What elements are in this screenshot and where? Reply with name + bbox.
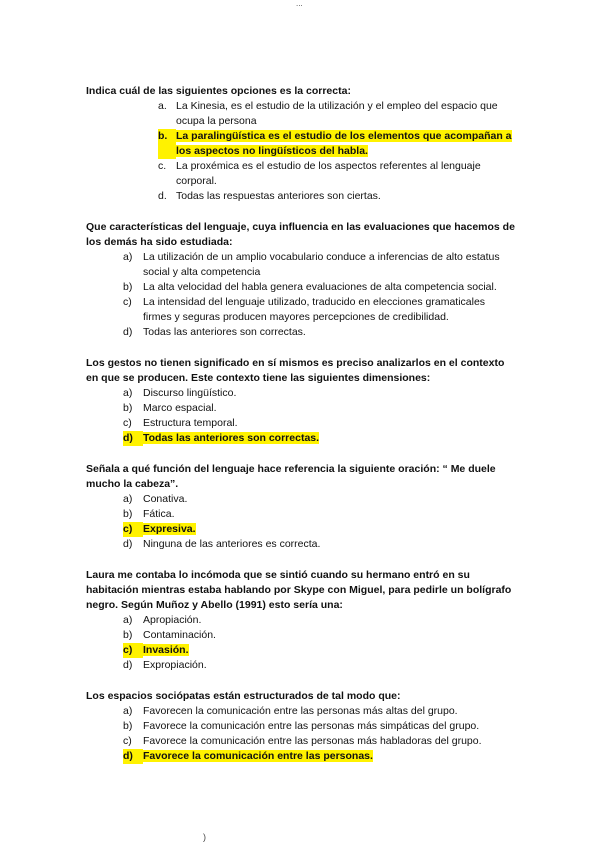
- question-text: Los gestos no tienen significado en sí mismos es preciso analizarlos en el contexto en que se producen. Este contexto tiene las siguientes dimensiones:: [86, 357, 505, 384]
- question-text: Los espacios sociópatas están estructurados de tal modo que:: [86, 690, 401, 702]
- option-b: [86, 401, 516, 416]
- option-text: Expropiación.: [143, 659, 207, 671]
- question-2: [86, 220, 516, 340]
- answer-options: [86, 704, 516, 764]
- option-text: Ninguna de las anteriores es correcta.: [143, 538, 321, 550]
- option-letter: a): [123, 705, 133, 717]
- option-b-highlighted: [86, 129, 516, 159]
- option-letter: c): [123, 643, 143, 658]
- option-text: Discurso lingüístico.: [143, 387, 237, 399]
- answer-options: [86, 386, 516, 446]
- page-footer-mark: ): [203, 832, 206, 842]
- option-letter: d): [123, 749, 143, 764]
- option-text: Favorecen la comunicación entre las personas más altas del grupo.: [143, 705, 458, 717]
- option-d: [86, 658, 516, 673]
- page-header-mark: ...: [296, 0, 303, 8]
- option-b: [86, 280, 516, 295]
- question-3: [86, 356, 516, 446]
- option-text: La paralingüística es el estudio de los elementos que acompañan a los aspectos no lingüísticos del habla.: [176, 130, 512, 157]
- option-letter: a.: [158, 100, 167, 112]
- option-text: Favorece la comunicación entre las personas más habladoras del grupo.: [143, 735, 482, 747]
- option-letter: a): [123, 493, 133, 505]
- option-text: Fática.: [143, 508, 175, 520]
- option-a: [86, 704, 516, 719]
- option-c: [86, 416, 516, 431]
- option-text: La Kinesia, es el estudio de la utilización y el empleo del espacio que ocupa la persona: [176, 100, 498, 127]
- option-text: Marco espacial.: [143, 402, 217, 414]
- option-text: Contaminación.: [143, 629, 216, 641]
- exam-document: [86, 84, 516, 780]
- option-b: [86, 719, 516, 734]
- option-text: Invasión.: [143, 644, 189, 656]
- option-a: [86, 386, 516, 401]
- option-d: [86, 537, 516, 552]
- question-1: [86, 84, 516, 204]
- answer-options: [86, 613, 516, 673]
- option-text: Favorece la comunicación entre las personas más simpáticas del grupo.: [143, 720, 480, 732]
- option-a: [86, 250, 516, 280]
- option-letter: d.: [158, 190, 167, 202]
- option-letter: d): [123, 326, 133, 338]
- option-text: Todas las anteriores son correctas.: [143, 432, 320, 444]
- option-letter: d): [123, 659, 133, 671]
- option-text: Todas las anteriores son correctas.: [143, 326, 306, 338]
- answer-options: [86, 492, 516, 552]
- option-letter: d): [123, 538, 133, 550]
- question-6: [86, 689, 516, 764]
- option-text: La utilización de un amplio vocabulario conduce a inferencias de alto estatus social y alta competencia: [143, 251, 500, 278]
- option-d: [86, 325, 516, 340]
- option-c: [86, 159, 516, 189]
- question-text: Indica cuál de las siguientes opciones es la correcta:: [86, 85, 351, 97]
- option-letter: b): [123, 629, 133, 641]
- option-c-highlighted: [86, 522, 516, 537]
- option-text: Conativa.: [143, 493, 188, 505]
- option-text: Apropiación.: [143, 614, 202, 626]
- option-b: [86, 507, 516, 522]
- option-text: La intensidad del lenguaje utilizado, traducido en elecciones gramaticales firmes y seguras producen mayores percepciones de credibilidad.: [143, 296, 486, 323]
- question-text: Señala a qué función del lenguaje hace referencia la siguiente oración: “ Me duele mucho la cabeza”.: [86, 463, 496, 490]
- option-d-highlighted: [86, 749, 516, 764]
- question-4: [86, 462, 516, 552]
- option-text: Todas las respuestas anteriores son ciertas.: [176, 190, 381, 202]
- option-letter: b): [123, 402, 133, 414]
- option-letter: a): [123, 614, 133, 626]
- option-letter: c): [123, 735, 132, 747]
- option-c-highlighted: [86, 643, 516, 658]
- option-text: Estructura temporal.: [143, 417, 238, 429]
- question-5: [86, 568, 516, 673]
- option-letter: d): [123, 431, 143, 446]
- option-letter: b): [123, 720, 133, 732]
- answer-options: [86, 250, 516, 340]
- option-c: [86, 295, 516, 325]
- answer-options: [86, 99, 516, 204]
- option-letter: a): [123, 387, 133, 399]
- option-a: [86, 99, 516, 129]
- option-letter: c.: [158, 160, 167, 172]
- option-letter: b.: [158, 129, 176, 159]
- option-a: [86, 613, 516, 628]
- option-text: La proxémica es el estudio de los aspectos referentes al lenguaje corporal.: [176, 160, 481, 187]
- option-letter: b): [123, 508, 133, 520]
- option-d: [86, 189, 516, 204]
- option-letter: c): [123, 296, 132, 308]
- option-letter: c): [123, 417, 132, 429]
- option-c: [86, 734, 516, 749]
- option-text: Favorece la comunicación entre las personas.: [143, 750, 373, 762]
- question-text: Que características del lenguaje, cuya influencia en las evaluaciones que hacemos de los demás ha sido estudiada:: [86, 221, 515, 248]
- option-b: [86, 628, 516, 643]
- option-text: Expresiva.: [143, 523, 196, 535]
- option-d-highlighted: [86, 431, 516, 446]
- option-letter: b): [123, 281, 133, 293]
- option-letter: a): [123, 251, 133, 263]
- option-a: [86, 492, 516, 507]
- question-text: Laura me contaba lo incómoda que se sintió cuando su hermano entró en su habitación mientras estaba hablando por Skype con Miguel, para pedirle un bolígrafo negro. Según Muñoz y Abello (1991) esto sería una:: [86, 569, 512, 611]
- option-letter: c): [123, 522, 143, 537]
- option-text: La alta velocidad del habla genera evaluaciones de alta competencia social.: [143, 281, 497, 293]
